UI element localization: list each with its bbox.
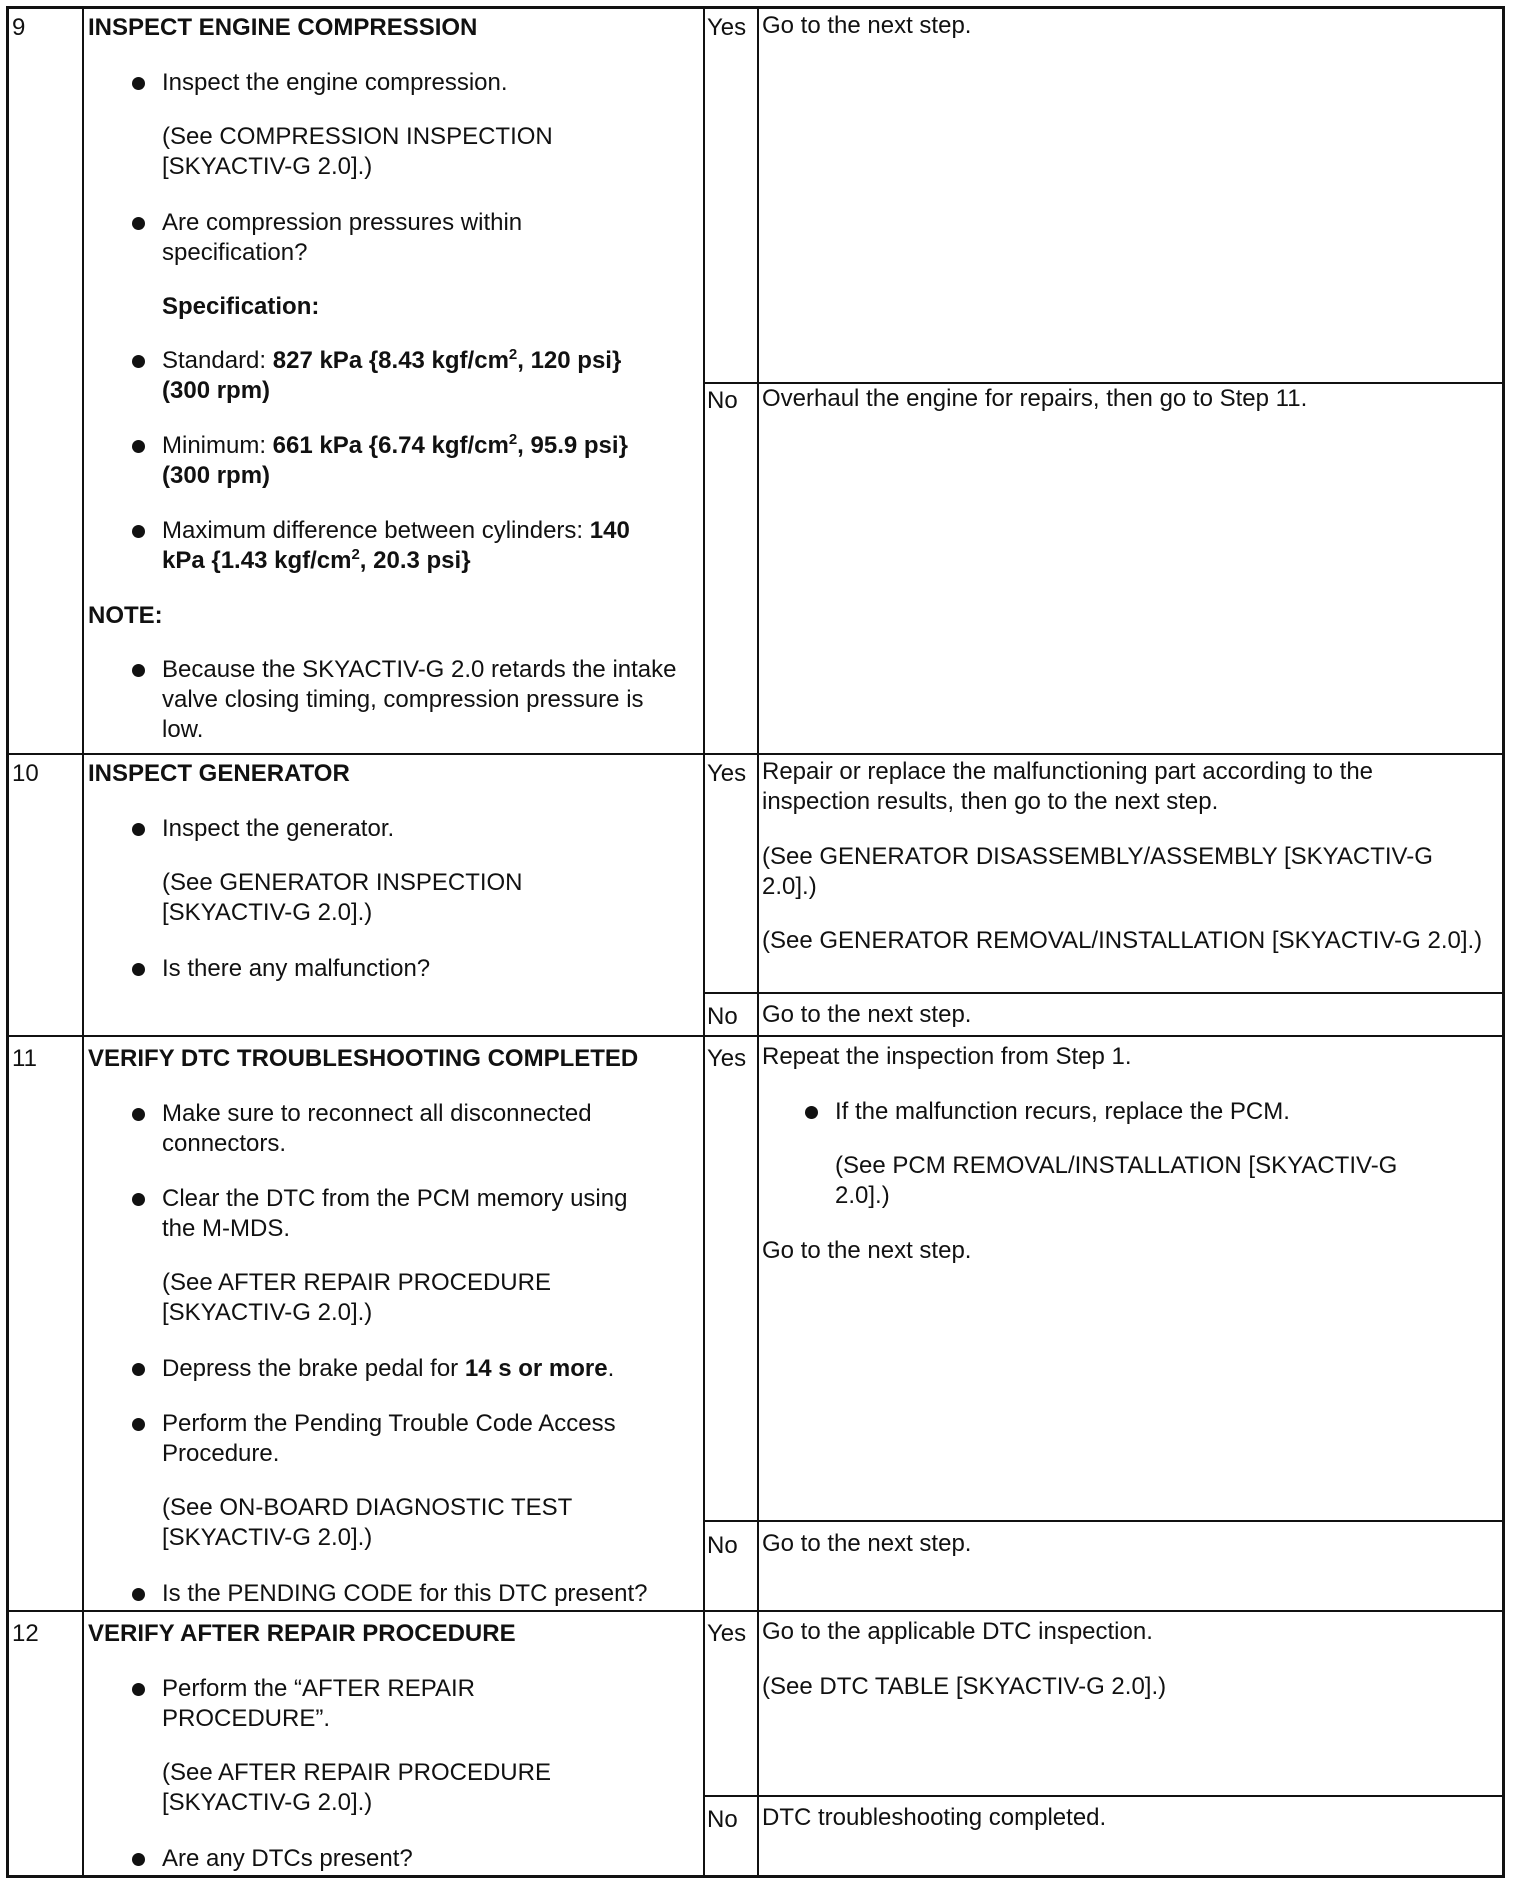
reference-text: (See GENERATOR INSPECTION [SKYACTIV-G 2.0].)	[162, 869, 523, 926]
no-label: No	[707, 1806, 738, 1833]
instruction-text: Clear the DTC from the PCM memory using the M-MDS.	[162, 1185, 628, 1242]
yes-label: Yes	[707, 1620, 747, 1647]
note-text: Because the SKYACTIV-G 2.0 retards the intake valve closing timing, compression pressure is low.	[162, 656, 677, 743]
bullet-icon	[132, 355, 145, 368]
instruction-text: Perform the Pending Trouble Code Access Procedure.	[162, 1410, 616, 1467]
bullet-icon	[132, 440, 145, 453]
row-divider	[9, 1610, 1502, 1612]
row-divider	[9, 1035, 1502, 1037]
step-number: 10	[12, 760, 39, 787]
spec-max-difference: Maximum difference between cylinders: 140 kPa {1.43 kgf/$cm^2$, 20.3 psi}	[162, 517, 630, 574]
bullet-icon	[132, 1418, 145, 1431]
specification-label: Specification:	[162, 293, 320, 320]
step-title: VERIFY AFTER REPAIR PROCEDURE	[88, 1620, 516, 1647]
no-label: No	[707, 1003, 738, 1030]
bullet-icon	[132, 1588, 145, 1601]
no-label: No	[707, 1532, 738, 1559]
yes-label: Yes	[707, 760, 747, 787]
step-number: 9	[12, 14, 26, 41]
yes-label: Yes	[707, 14, 747, 41]
no-action: Overhaul the engine for repairs, then go to Step 11.	[762, 385, 1308, 412]
reference-text: (See DTC TABLE [SKYACTIV-G 2.0].)	[762, 1673, 1167, 1700]
bullet-icon	[132, 217, 145, 230]
bullet-icon	[805, 1106, 818, 1119]
yes-bullet-text: If the malfunction recurs, replace the PCM.	[835, 1098, 1290, 1125]
bullet-icon	[132, 1363, 145, 1376]
instruction-text: Perform the “AFTER REPAIR PROCEDURE”.	[162, 1675, 475, 1732]
bullet-icon	[132, 1193, 145, 1206]
reference-text: (See PCM REMOVAL/INSTALLATION [SKYACTIV-G 2.0].)	[835, 1152, 1398, 1209]
reference-text: (See COMPRESSION INSPECTION [SKYACTIV-G 2.0].)	[162, 123, 553, 180]
instruction-text: Is the PENDING CODE for this DTC present?	[162, 1580, 648, 1607]
yes-action: Go to the applicable DTC inspection.	[762, 1618, 1153, 1645]
step-number: 11	[12, 1045, 37, 1072]
bullet-icon	[132, 77, 145, 90]
no-label: No	[707, 387, 738, 414]
reference-text: (See ON-BOARD DIAGNOSTIC TEST [SKYACTIV-G 2.0].)	[162, 1494, 572, 1551]
row-divider	[9, 753, 1502, 755]
column-divider	[703, 9, 705, 1875]
step-number: 12	[12, 1620, 39, 1647]
yes-action: Repair or replace the malfunctioning part according to the inspection results, then go to the next step.	[762, 758, 1374, 815]
note-label: NOTE:	[88, 602, 163, 629]
column-divider	[82, 9, 84, 1875]
instruction-text: Inspect the engine compression.	[162, 69, 508, 96]
reference-text: (See AFTER REPAIR PROCEDURE [SKYACTIV-G 2.0].)	[162, 1759, 551, 1816]
instruction-text: Are any DTCs present?	[162, 1845, 413, 1872]
no-action: Go to the next step.	[762, 1001, 972, 1028]
bullet-icon	[132, 525, 145, 538]
step-title: VERIFY DTC TROUBLESHOOTING COMPLETED	[88, 1045, 639, 1072]
instruction-text: Are compression pressures within specification?	[162, 209, 523, 266]
instruction-text: Inspect the generator.	[162, 815, 395, 842]
column-divider	[757, 9, 759, 1875]
yes-no-divider	[703, 992, 1502, 994]
yes-action: Repeat the inspection from Step 1.	[762, 1043, 1132, 1070]
bullet-icon	[132, 1108, 145, 1121]
bullet-icon	[132, 823, 145, 836]
reference-text: (See AFTER REPAIR PROCEDURE [SKYACTIV-G 2.0].)	[162, 1269, 551, 1326]
yes-action: Go to the next step.	[762, 12, 972, 39]
no-action: DTC troubleshooting completed.	[762, 1804, 1107, 1831]
yes-no-divider	[703, 1520, 1502, 1522]
bullet-icon	[132, 1683, 145, 1696]
bullet-icon	[132, 664, 145, 677]
yes-label: Yes	[707, 1045, 747, 1072]
bullet-icon	[132, 963, 145, 976]
step-title: INSPECT GENERATOR	[88, 760, 350, 787]
yes-after-text: Go to the next step.	[762, 1237, 972, 1264]
spec-standard: Standard: 827 kPa {8.43 kgf/$cm^2$, 120 psi} (300 rpm)	[162, 346, 622, 404]
instruction-text: Make sure to reconnect all disconnected connectors.	[162, 1100, 592, 1157]
no-action: Go to the next step.	[762, 1530, 972, 1557]
bullet-icon	[132, 1853, 145, 1866]
step-title: INSPECT ENGINE COMPRESSION	[88, 14, 478, 41]
spec-minimum: Minimum: 661 kPa {6.74 kgf/$cm^2$, 95.9 psi} (300 rpm)	[162, 431, 628, 489]
reference-text: (See GENERATOR REMOVAL/INSTALLATION [SKYACTIV-G 2.0].)	[762, 927, 1483, 954]
instruction-text: Is there any malfunction?	[162, 955, 431, 982]
reference-text: (See GENERATOR DISASSEMBLY/ASSEMBLY [SKYACTIV-G 2.0].)	[762, 843, 1433, 900]
yes-no-divider	[703, 1795, 1502, 1797]
instruction-text: Depress the brake pedal for 14 s or more.	[162, 1355, 615, 1382]
